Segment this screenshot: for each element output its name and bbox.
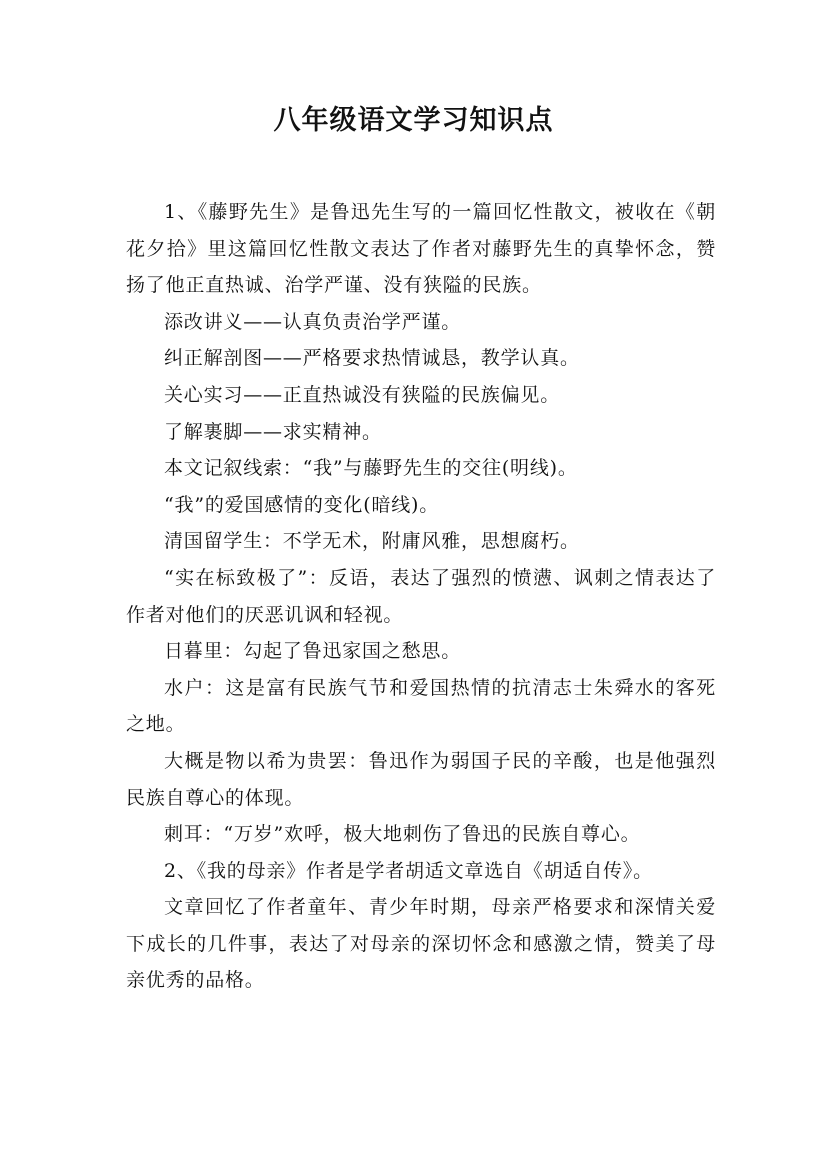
paragraph: 关心实习——正直热诚没有狭隘的民族偏见。 (164, 383, 561, 406)
paragraph: 添改讲义——认真负责治学严谨。 (164, 310, 462, 333)
paragraph: 水户：这是富有民族气节和爱国热情的抗清志士朱舜水的客死之地。 (126, 676, 716, 736)
paragraph: 1、《藤野先生》是鲁迅先生写的一篇回忆性散文，被收在《朝花夕拾》里这篇回忆性散文表达了作者对藤野先生的真挚怀念，赞扬了他正直热诚、治学严谨、没有狭隘的民族。 (126, 201, 716, 297)
paragraph: 大概是物以希为贵罢：鲁迅作为弱国子民的辛酸，也是他强烈民族自尊心的体现。 (126, 749, 716, 809)
document-body (126, 194, 716, 999)
paragraph: 2、《我的母亲》作者是学者胡适文章选自《胡适自传》。 (164, 859, 653, 882)
paragraph: 日暮里：勾起了鲁迅家国之愁思。 (164, 640, 462, 663)
paragraph: 本文记叙线索：“我”与藤野先生的交往(明线)。 (164, 457, 578, 480)
paragraph: 刺耳：“万岁”欢呼，极大地刺伤了鲁迅的民族自尊心。 (164, 823, 641, 846)
paragraph: 文章回忆了作者童年、青少年时期，母亲严格要求和深情关爱下成长的几件事，表达了对母亲的深切怀念和感激之情，赞美了母亲优秀的品格。 (126, 896, 716, 992)
paragraph: 了解裹脚——求实精神。 (164, 420, 382, 443)
document-title: 八年级语文学习知识点 (273, 105, 554, 136)
paragraph: 清国留学生：不学无术，附庸风雅，思想腐朽。 (164, 530, 580, 553)
paragraph: “我”的爱国感情的变化(暗线)。 (164, 493, 440, 516)
paragraph: “实在标致极了”：反语，表达了强烈的愤懑、讽刺之情表达了作者对他们的厌恶讥讽和轻视。 (126, 566, 716, 626)
paragraph: 纠正解剖图——严格要求热情诚恳，教学认真。 (164, 347, 580, 370)
